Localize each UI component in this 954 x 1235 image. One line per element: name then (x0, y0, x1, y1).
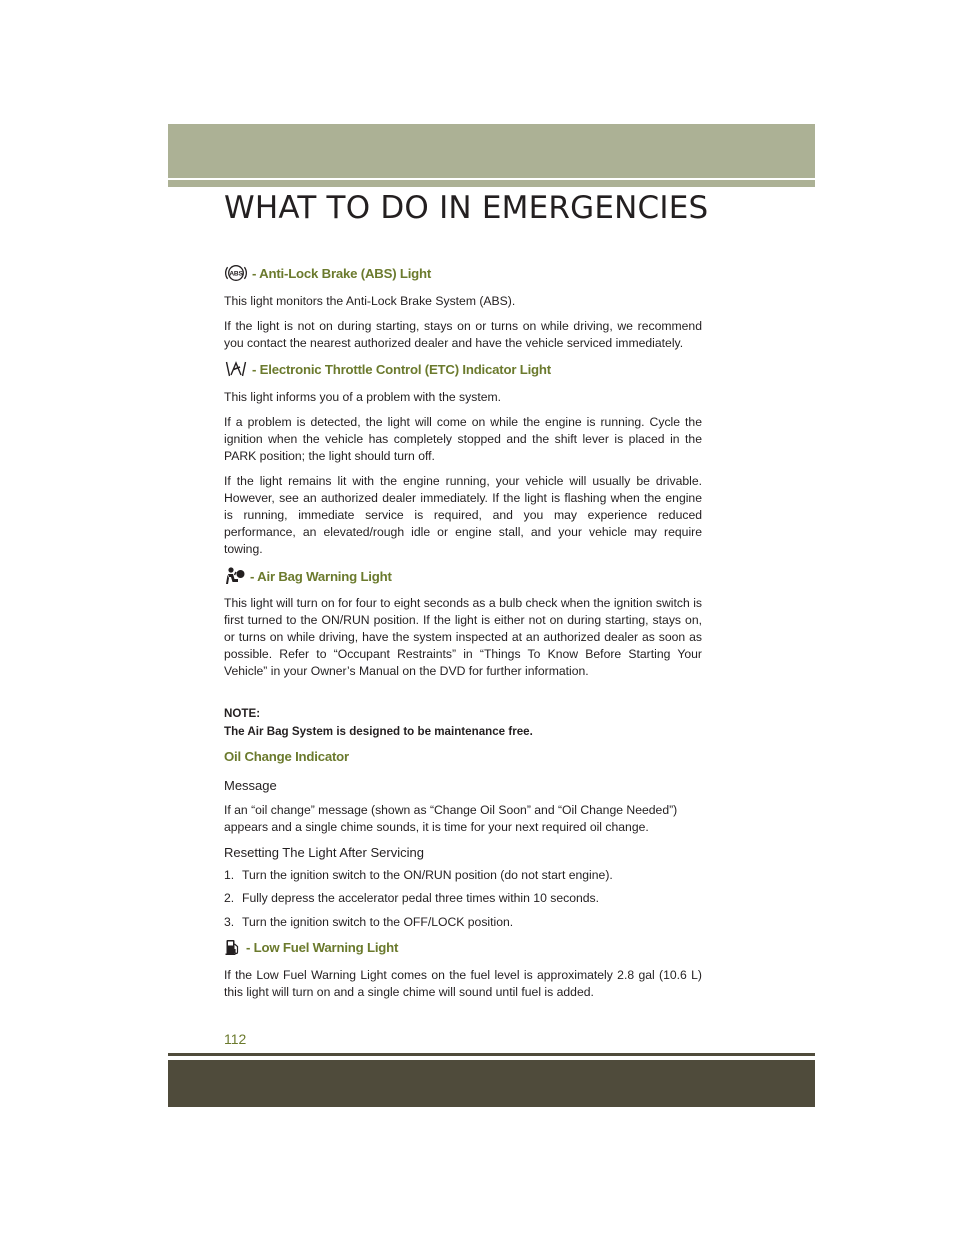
etc-heading-text: - Electronic Throttle Control (ETC) Indicator Light (252, 361, 551, 377)
etc-heading (224, 359, 702, 379)
note-label: NOTE: (224, 707, 261, 720)
footer-rule (168, 1053, 815, 1056)
fuel-pump-icon (224, 938, 242, 956)
abs-warning-icon (224, 263, 248, 283)
airbag-warning-icon (224, 566, 246, 586)
header-stripe (168, 180, 815, 187)
list-item-text: Fully depress the accelerator pedal three times within 10 seconds. (242, 891, 600, 905)
etc-paragraph-1: This light informs you of a problem with the system. (224, 390, 502, 404)
abs-heading-text: - Anti-Lock Brake (ABS) Light (252, 265, 432, 281)
oil-heading (224, 749, 702, 764)
list-item (224, 868, 613, 882)
list-item (224, 915, 513, 929)
list-item-number: 2. (224, 891, 235, 905)
note-text: The Air Bag System is designed to be maintenance free. (224, 725, 533, 738)
airbag-heading-text: - Air Bag Warning Light (250, 568, 392, 584)
list-item-text: Turn the ignition switch to the OFF/LOCK position. (242, 915, 514, 929)
oil-subheading-message: Message (224, 778, 277, 793)
airbag-heading (224, 566, 702, 586)
list-item-number: 1. (224, 868, 235, 882)
abs-paragraph-2: If the light is not on during starting, stays on or turns on while driving, we recommend you contact the nearest authorized dealer and have the vehicle serviced immediately. (224, 319, 702, 350)
throttle-control-icon (224, 359, 248, 379)
oil-subheading-reset: Resetting The Light After Servicing (224, 845, 424, 860)
etc-paragraph-2: If a problem is detected, the light will come on while the engine is running. Cycle the ignition when the vehicle has completely stopped and the shift lever is placed in the PARK position; the light should turn off. (224, 415, 702, 463)
header-band (168, 124, 815, 178)
abs-paragraph-1: This light monitors the Anti-Lock Brake System (ABS). (224, 294, 516, 308)
fuel-heading-text: - Low Fuel Warning Light (246, 939, 399, 955)
page-title: WHAT TO DO IN EMERGENCIES (224, 190, 709, 226)
footer-band (168, 1060, 815, 1107)
fuel-paragraph-1: If the Low Fuel Warning Light comes on the fuel level is approximately 2.8 gal (10.6 L) this light will turn on and a single chime will sound until fuel is added. (224, 968, 702, 999)
list-item-number: 3. (224, 915, 235, 929)
airbag-paragraph-1: This light will turn on for four to eight seconds as a bulb check when the ignition switch is first turned to the ON/RUN position. If the light is either not on during starting, stays on, or turns on while driving, have the system inspected at an authorized dealer as soon as possible. Refer to “Occupant Restraints” in “Things To Know Before Starting Your Vehicle” in your Owner’s Manual on the DVD for further information. (224, 596, 702, 678)
list-item-text: Turn the ignition switch to the ON/RUN position (do not start engine). (242, 868, 613, 882)
oil-paragraph-1: If an “oil change” message (shown as “Change Oil Soon” and “Oil Change Needed”) appears and a single chime sounds, it is time for your next required oil change. (224, 803, 678, 834)
list-item (224, 891, 599, 905)
fuel-heading (224, 938, 702, 956)
oil-heading-text: Oil Change Indicator (224, 749, 349, 764)
abs-icon-text: ABS (229, 270, 243, 278)
etc-paragraph-3: If the light remains lit with the engine running, your vehicle will usually be drivable. However, see an authorized dealer immediately. If the light is flashing when the engine is running, immediate service is required, and you may experience reduced performance, an elevated/rough idle or engine stall, and your vehicle may require towing. (224, 474, 702, 556)
page-number: 112 (224, 1031, 247, 1047)
abs-heading (224, 263, 702, 283)
